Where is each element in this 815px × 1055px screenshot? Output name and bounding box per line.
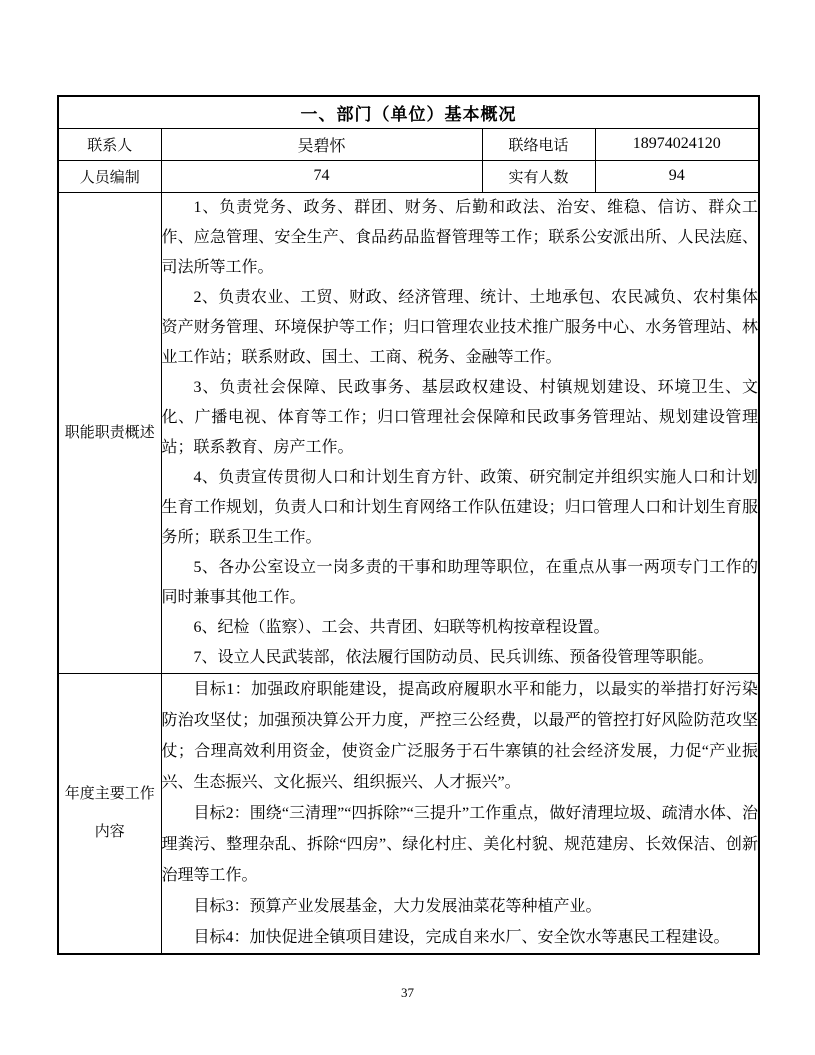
duties-paragraph: 7、设立人民武装部，依法履行国防动员、民兵训练、预备役管理等职能。 bbox=[193, 648, 714, 666]
duties-paragraph: 5、各办公室设立一岗多责的干事和助理等职位，在重点从事一两项专门工作的同时兼事其他工作。 bbox=[161, 558, 758, 606]
contact-row bbox=[58, 128, 759, 160]
duties-label: 职能职责概述 bbox=[58, 192, 161, 673]
duties-content bbox=[161, 192, 759, 673]
actual-headcount-label: 实有人数 bbox=[482, 160, 595, 192]
contact-label: 联系人 bbox=[58, 128, 161, 160]
duties-paragraph: 2、负责农业、工贸、财政、经济管理、统计、土地承包、农民减负、农村集体资产财务管理、环境保护等工作；归口管理农业技术推广服务中心、水务管理站、林业工作站；联系财政、国土、工商、税务、金融等工作。 bbox=[161, 288, 758, 366]
annual-work-paragraph: 目标2：围绕“三清理”“四拆除”“三提升”工作重点，做好清理垃圾、疏清水体、治理粪污、整理杂乱、拆除“四房”、绿化村庄、美化村貌、规范建房、长效保洁、创新治理等工作。 bbox=[161, 804, 758, 884]
duties-paragraph: 3、负责社会保障、民政事务、基层政权建设、村镇规划建设、环境卫生、文化、广播电视、体育等工作；归口管理社会保障和民政事务管理站、规划建设管理站；联系教育、房产工作。 bbox=[161, 378, 758, 456]
annual-work-content bbox=[161, 673, 759, 954]
annual-work-paragraph: 目标4：加快促进全镇项目建设，完成自来水厂、安全饮水等惠民工程建设。 bbox=[193, 928, 730, 946]
duties-paragraph: 6、纪检（监察）、工会、共青团、妇联等机构按章程设置。 bbox=[193, 618, 610, 636]
duties-paragraph: 1、负责党务、政务、群团、财务、后勤和政法、治安、维稳、信访、群众工作、应急管理、安全生产、食品药品监督管理等工作；联系公安派出所、人民法庭、司法所等工作。 bbox=[161, 198, 758, 276]
annual-work-label: 年度主要工作内容 bbox=[58, 673, 161, 954]
overview-table bbox=[57, 95, 760, 955]
page-number: 37 bbox=[401, 985, 414, 1000]
staffing-value: 74 bbox=[161, 160, 482, 192]
staffing-label: 人员编制 bbox=[58, 160, 161, 192]
annual-work-paragraph: 目标3：预算产业发展基金，大力发展油菜花等种植产业。 bbox=[193, 897, 602, 915]
duties-row bbox=[58, 192, 759, 673]
phone-label: 联络电话 bbox=[482, 128, 595, 160]
table-title: 一、部门（单位）基本概况 bbox=[58, 96, 759, 128]
staffing-row bbox=[58, 160, 759, 192]
phone-value: 18974024120 bbox=[595, 128, 759, 160]
title-row bbox=[58, 96, 759, 128]
contact-value: 吴碧怀 bbox=[161, 128, 482, 160]
annual-work-row bbox=[58, 673, 759, 954]
actual-headcount-value: 94 bbox=[595, 160, 759, 192]
annual-work-paragraph: 目标1：加强政府职能建设，提高政府履职水平和能力，以最实的举措打好污染防治攻坚仗；加强预决算公开力度，严控三公经费，以最严的管控打好风险防范攻坚仗；合理高效利用资金，使资金广泛服务于石牛寨镇的社会经济发展，力促“产业振兴、生态振兴、文化振兴、组织振兴、人才振兴”。 bbox=[161, 680, 758, 791]
duties-paragraph: 4、负责宣传贯彻人口和计划生育方针、政策、研究制定并组织实施人口和计划生育工作规划，负责人口和计划生育网络工作队伍建设；归口管理人口和计划生育服务所；联系卫生工作。 bbox=[161, 468, 758, 546]
